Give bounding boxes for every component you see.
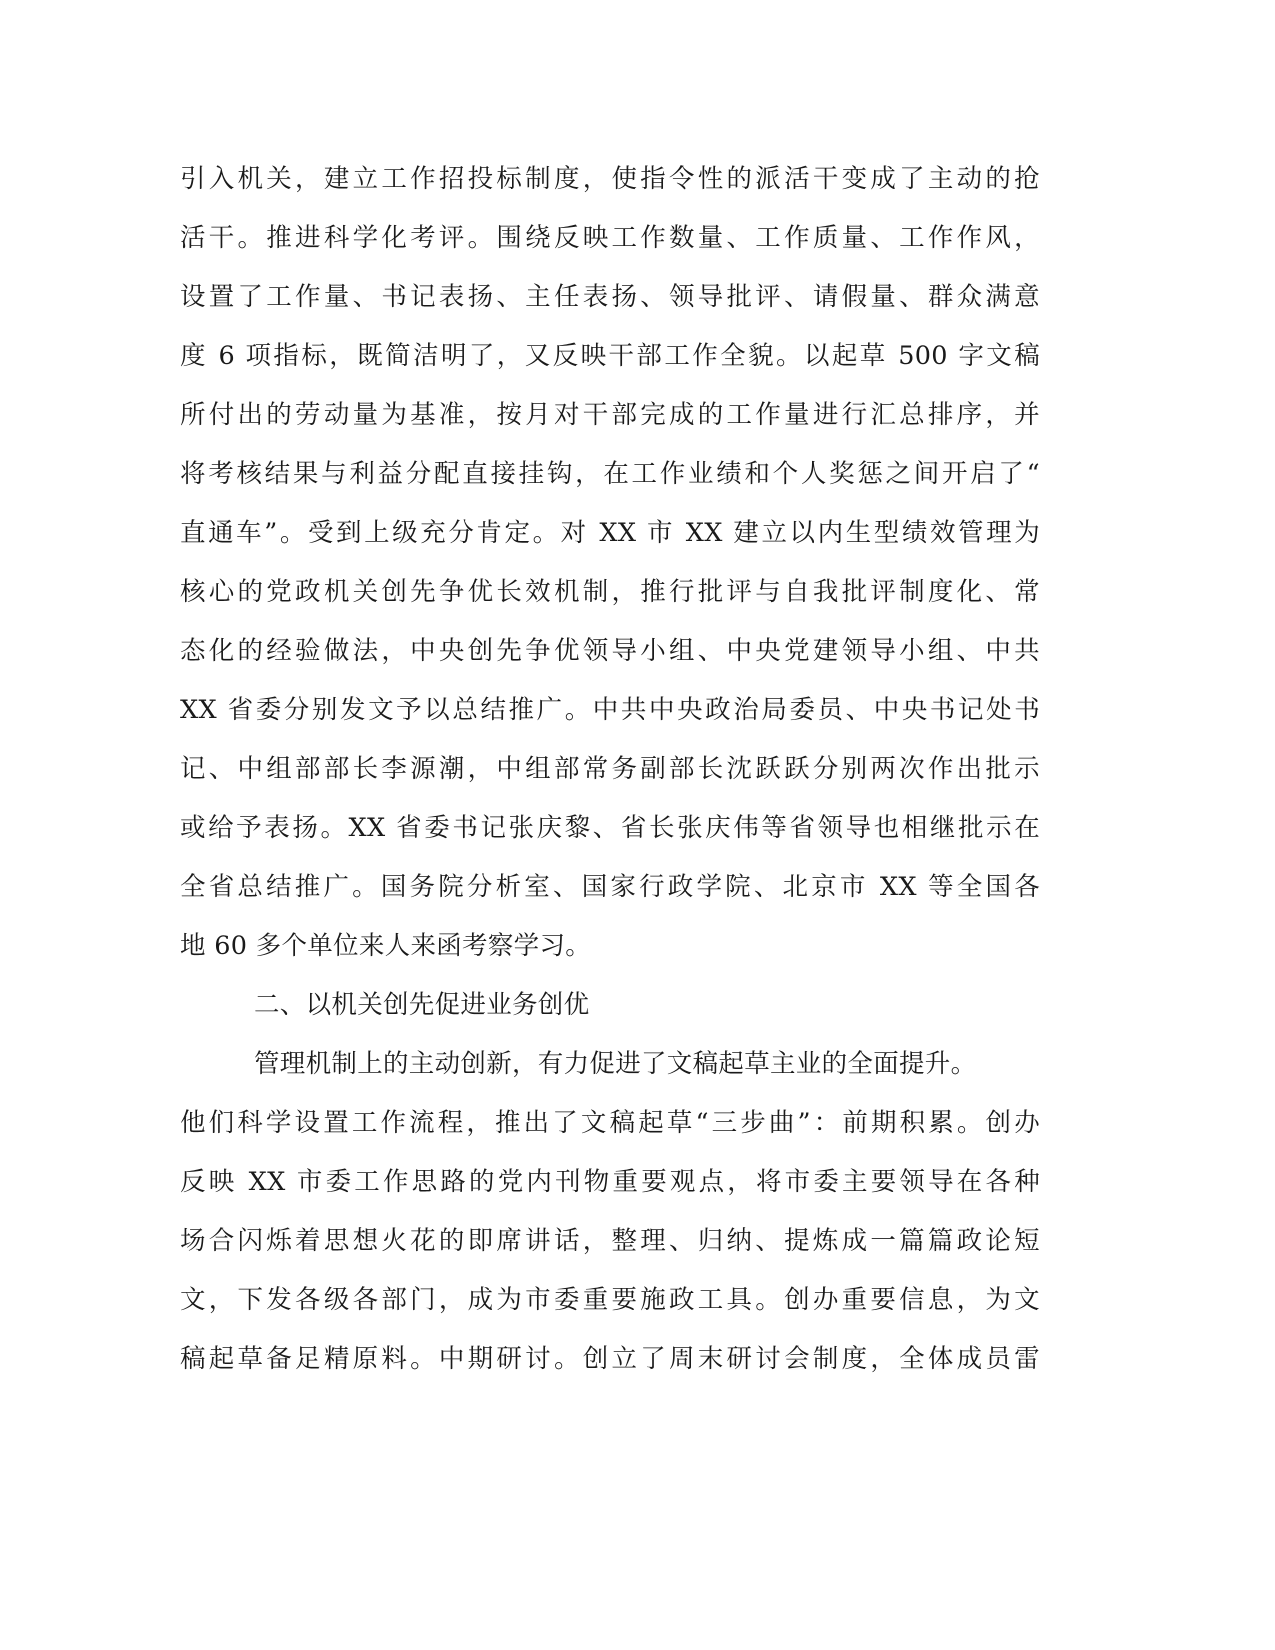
text-line: 引入机关，建立工作招投标制度，使指令性的派活干变成了主动的抢: [180, 164, 1040, 194]
section-heading: 二、以机关创先促进业务创优: [254, 990, 590, 1020]
text-line: 记、中组部部长李源潮，中组部常务副部长沈跃跃分别两次作出批示: [180, 754, 1040, 784]
text-line: 将考核结果与利益分配直接挂钩，在工作业绩和个人奖惩之间开启了“: [180, 459, 1040, 489]
text-line: 反映 XX 市委工作思路的党内刊物重要观点，将市委主要领导在各种: [180, 1167, 1040, 1197]
text-line: 态化的经验做法，中央创先争优领导小组、中央党建领导小组、中共: [180, 636, 1040, 666]
text-line: XX 省委分别发文予以总结推广。中共中央政治局委员、中央书记处书: [180, 695, 1040, 725]
text-line: 设置了工作量、书记表扬、主任表扬、领导批评、请假量、群众满意: [180, 282, 1040, 312]
text-line: 全省总结推广。国务院分析室、国家行政学院、北京市 XX 等全国各: [180, 872, 1040, 902]
text-line: 直通车”。受到上级充分肯定。对 XX 市 XX 建立以内生型绩效管理为: [180, 518, 1040, 548]
text-line: 活干。推进科学化考评。围绕反映工作数量、工作质量、工作作风，: [180, 223, 1040, 253]
paragraph-first-line: 管理机制上的主动创新，有力促进了文稿起草主业的全面提升。: [254, 1049, 977, 1079]
text-line: 地 60 多个单位来人来函考察学习。: [180, 931, 592, 961]
text-line: 度 6 项指标，既简洁明了，又反映干部工作全貌。以起草 500 字文稿: [180, 341, 1040, 371]
text-line: 他们科学设置工作流程，推出了文稿起草“三步曲”：前期积累。创办: [180, 1108, 1040, 1138]
body-text: [180, 150, 1040, 1389]
text-line: 文，下发各级各部门，成为市委重要施政工具。创办重要信息，为文: [180, 1285, 1040, 1315]
text-line: 场合闪烁着思想火花的即席讲话，整理、归纳、提炼成一篇篇政论短: [180, 1226, 1040, 1256]
text-line: 稿起草备足精原料。中期研讨。创立了周末研讨会制度，全体成员雷: [180, 1344, 1040, 1374]
text-line: 核心的党政机关创先争优长效机制，推行批评与自我批评制度化、常: [180, 577, 1040, 607]
text-line: 所付出的劳动量为基准，按月对干部完成的工作量进行汇总排序，并: [180, 400, 1040, 430]
text-line: 或给予表扬。XX 省委书记张庆黎、省长张庆伟等省领导也相继批示在: [180, 813, 1040, 843]
